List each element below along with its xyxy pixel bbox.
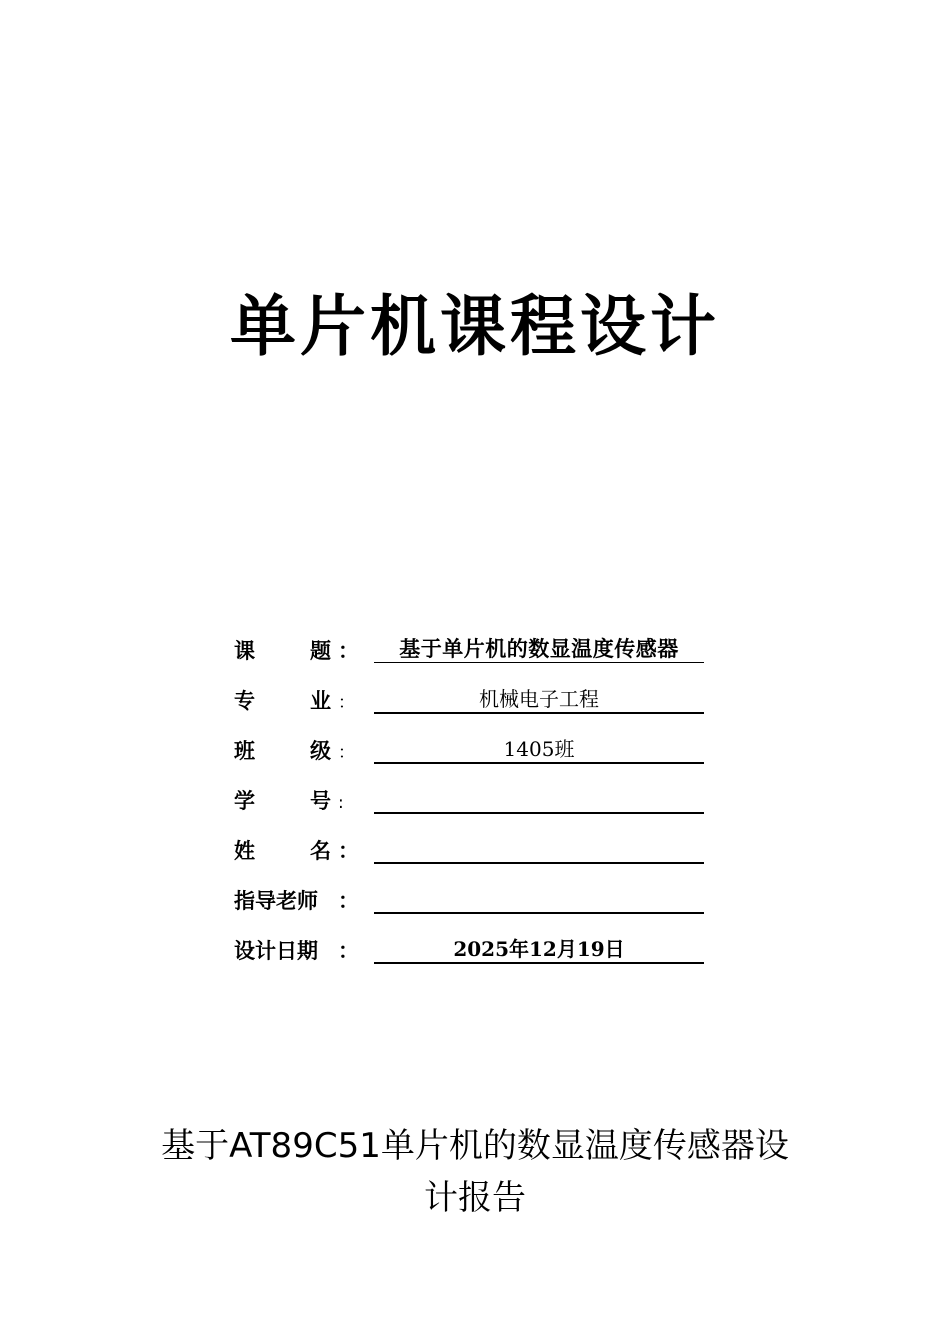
name-value: [374, 836, 704, 864]
class-row: [232, 726, 712, 776]
date-row: [232, 926, 712, 976]
date-label: 设计日期: [234, 939, 318, 963]
class-value: 1405班: [374, 736, 704, 764]
name-colon: ：: [338, 839, 359, 863]
student-id-label-char2: 号: [310, 789, 331, 813]
student-id-value: [374, 786, 704, 814]
student-id-row: [232, 776, 712, 826]
main-title: 单片机课程设计: [230, 288, 720, 365]
date-value: 2025年12月19日: [374, 936, 704, 964]
topic-label-char2: 题: [310, 639, 331, 663]
advisor-label: 指导老师: [234, 889, 318, 913]
topic-value: 基于单片机的数显温度传感器: [374, 636, 704, 663]
class-label-char2: 级: [310, 739, 331, 763]
report-title-line1: 基于AT89C51单片机的数显温度传感器设: [161, 1126, 789, 1166]
class-label-char1: 班: [234, 739, 255, 763]
advisor-value: [374, 886, 704, 914]
topic-colon: ：: [338, 639, 359, 663]
report-title: [130, 1120, 820, 1224]
major-value: 机械电子工程: [374, 686, 704, 714]
name-row: [232, 826, 712, 876]
major-label-char1: 专: [234, 689, 255, 713]
advisor-row: [232, 876, 712, 926]
name-label-char2: 名: [310, 839, 331, 863]
major-colon: ：: [338, 693, 355, 713]
date-colon: ：: [338, 939, 359, 963]
name-label-char1: 姓: [234, 839, 255, 863]
major-label-char2: 业: [310, 689, 331, 713]
major-row: [232, 676, 712, 726]
topic-label-char1: 课: [234, 639, 255, 663]
cover-info-table: [232, 626, 712, 976]
class-colon: ：: [338, 743, 355, 763]
student-id-colon: :: [338, 793, 344, 813]
topic-row: [232, 626, 712, 676]
report-title-line2: 计报告: [424, 1178, 526, 1218]
advisor-colon: ：: [338, 889, 359, 913]
student-id-label-char1: 学: [234, 789, 255, 813]
